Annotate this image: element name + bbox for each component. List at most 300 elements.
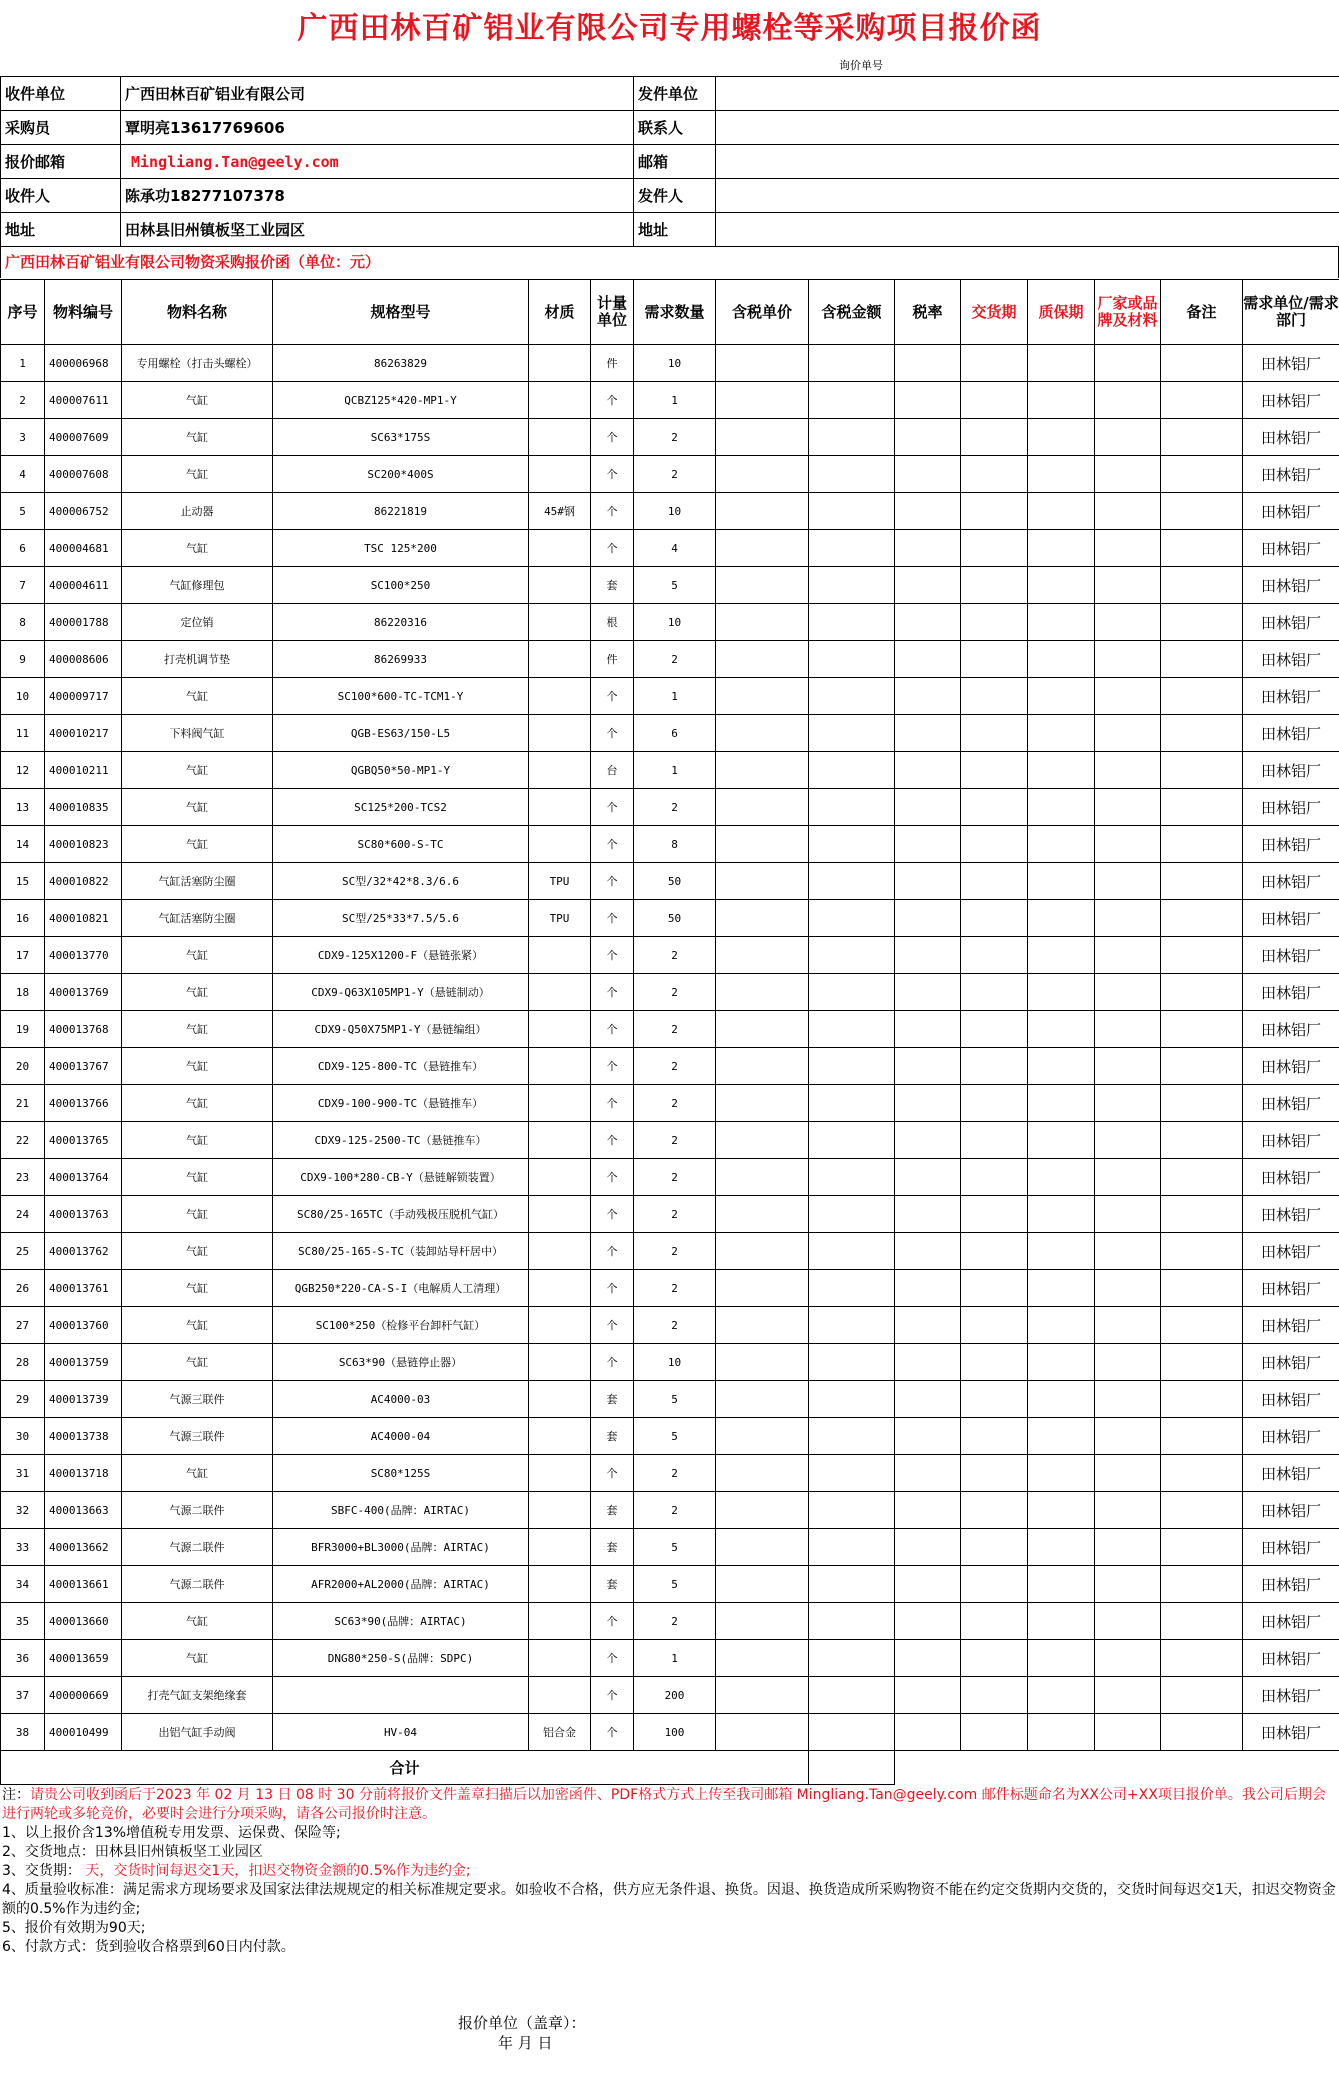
unit: 个 bbox=[591, 1270, 634, 1307]
empty-input-cell[interactable] bbox=[1161, 1566, 1243, 1603]
empty-input-cell[interactable] bbox=[1161, 1714, 1243, 1751]
empty-input-cell[interactable] bbox=[1028, 1714, 1095, 1751]
empty-input-cell[interactable] bbox=[1161, 900, 1243, 937]
empty-input-cell[interactable] bbox=[961, 1677, 1028, 1714]
empty-input-cell[interactable] bbox=[809, 1381, 895, 1418]
empty-input-cell[interactable] bbox=[716, 1714, 809, 1751]
empty-input-cell[interactable] bbox=[1095, 863, 1161, 900]
empty-input-cell[interactable] bbox=[1161, 1196, 1243, 1233]
empty-input-cell[interactable] bbox=[1028, 530, 1095, 567]
empty-input-cell[interactable] bbox=[716, 1455, 809, 1492]
empty-input-cell[interactable] bbox=[1161, 1085, 1243, 1122]
empty-input-cell[interactable] bbox=[1095, 641, 1161, 678]
empty-input-cell[interactable] bbox=[809, 641, 895, 678]
row-number: 5 bbox=[1, 493, 45, 530]
empty-input-cell[interactable] bbox=[895, 1529, 961, 1566]
empty-input-cell[interactable] bbox=[1028, 345, 1095, 382]
empty-input-cell[interactable] bbox=[1095, 1159, 1161, 1196]
empty-input-cell[interactable] bbox=[895, 493, 961, 530]
empty-input-cell[interactable] bbox=[809, 974, 895, 1011]
empty-input-cell[interactable] bbox=[1028, 1381, 1095, 1418]
empty-input-cell[interactable] bbox=[895, 863, 961, 900]
empty-input-cell[interactable] bbox=[895, 1048, 961, 1085]
empty-input-cell[interactable] bbox=[1028, 789, 1095, 826]
empty-input-cell[interactable] bbox=[1095, 752, 1161, 789]
empty-input-cell[interactable] bbox=[809, 1122, 895, 1159]
empty-input-cell[interactable] bbox=[1028, 1233, 1095, 1270]
empty-input-cell[interactable] bbox=[895, 1344, 961, 1381]
empty-input-cell[interactable] bbox=[809, 530, 895, 567]
empty-input-cell[interactable] bbox=[1095, 530, 1161, 567]
empty-input-cell[interactable] bbox=[809, 1640, 895, 1677]
empty-input-cell[interactable] bbox=[1028, 641, 1095, 678]
empty-input-cell[interactable] bbox=[809, 1270, 895, 1307]
row-number: 35 bbox=[1, 1603, 45, 1640]
empty-input-cell[interactable] bbox=[1095, 678, 1161, 715]
empty-input-cell[interactable] bbox=[1095, 715, 1161, 752]
email-value[interactable]: Mingliang.Tan@geely.com bbox=[121, 145, 634, 179]
empty-input-cell[interactable] bbox=[809, 1714, 895, 1751]
empty-input-cell[interactable] bbox=[895, 1566, 961, 1603]
empty-input-cell[interactable] bbox=[1161, 937, 1243, 974]
empty-input-cell[interactable] bbox=[809, 1307, 895, 1344]
empty-input-cell[interactable] bbox=[716, 715, 809, 752]
empty-input-cell[interactable] bbox=[895, 937, 961, 974]
empty-input-cell[interactable] bbox=[809, 1677, 895, 1714]
empty-input-cell[interactable] bbox=[1028, 1529, 1095, 1566]
empty-input-cell[interactable] bbox=[1028, 1270, 1095, 1307]
empty-input-cell[interactable] bbox=[1161, 1529, 1243, 1566]
mail-value[interactable] bbox=[716, 145, 1339, 179]
empty-input-cell[interactable] bbox=[895, 789, 961, 826]
empty-input-cell[interactable] bbox=[895, 1307, 961, 1344]
empty-input-cell[interactable] bbox=[895, 974, 961, 1011]
empty-input-cell[interactable] bbox=[1161, 1677, 1243, 1714]
empty-input-cell[interactable] bbox=[961, 1640, 1028, 1677]
empty-input-cell[interactable] bbox=[1161, 604, 1243, 641]
empty-input-cell[interactable] bbox=[716, 641, 809, 678]
address2-value[interactable] bbox=[716, 213, 1339, 247]
empty-input-cell[interactable] bbox=[1161, 1122, 1243, 1159]
spec-model: SC80/25-165TC（手动残极压脱机气缸） bbox=[273, 1196, 529, 1233]
empty-input-cell[interactable] bbox=[1095, 1566, 1161, 1603]
empty-input-cell[interactable] bbox=[895, 1418, 961, 1455]
empty-input-cell[interactable] bbox=[895, 1159, 961, 1196]
empty-input-cell[interactable] bbox=[716, 1529, 809, 1566]
empty-input-cell[interactable] bbox=[1161, 1640, 1243, 1677]
empty-input-cell[interactable] bbox=[1028, 1418, 1095, 1455]
empty-input-cell[interactable] bbox=[1095, 937, 1161, 974]
empty-input-cell[interactable] bbox=[716, 1640, 809, 1677]
empty-input-cell[interactable] bbox=[716, 1085, 809, 1122]
demand-dept: 田林铝厂 bbox=[1243, 530, 1339, 567]
empty-input-cell[interactable] bbox=[716, 1603, 809, 1640]
empty-input-cell[interactable] bbox=[1095, 604, 1161, 641]
empty-input-cell[interactable] bbox=[1161, 1344, 1243, 1381]
empty-input-cell[interactable] bbox=[1095, 419, 1161, 456]
empty-input-cell[interactable] bbox=[1161, 493, 1243, 530]
empty-input-cell[interactable] bbox=[1161, 1159, 1243, 1196]
empty-input-cell[interactable] bbox=[895, 345, 961, 382]
empty-input-cell[interactable] bbox=[716, 1492, 809, 1529]
empty-input-cell[interactable] bbox=[1095, 1196, 1161, 1233]
empty-input-cell[interactable] bbox=[961, 1196, 1028, 1233]
empty-input-cell[interactable] bbox=[809, 1566, 895, 1603]
empty-input-cell[interactable] bbox=[809, 1011, 895, 1048]
empty-input-cell[interactable] bbox=[1161, 1270, 1243, 1307]
empty-input-cell[interactable] bbox=[809, 1233, 895, 1270]
quantity: 2 bbox=[634, 1307, 716, 1344]
empty-input-cell[interactable] bbox=[1028, 1085, 1095, 1122]
empty-input-cell[interactable] bbox=[1095, 1418, 1161, 1455]
empty-input-cell[interactable] bbox=[1095, 1011, 1161, 1048]
empty-input-cell[interactable] bbox=[1095, 1270, 1161, 1307]
empty-input-cell[interactable] bbox=[1028, 382, 1095, 419]
empty-input-cell[interactable] bbox=[1028, 1492, 1095, 1529]
empty-input-cell[interactable] bbox=[1161, 345, 1243, 382]
empty-input-cell[interactable] bbox=[1095, 1122, 1161, 1159]
quantity: 5 bbox=[634, 1529, 716, 1566]
email-label: 报价邮箱 bbox=[1, 145, 121, 179]
empty-input-cell[interactable] bbox=[716, 974, 809, 1011]
empty-input-cell[interactable] bbox=[1161, 789, 1243, 826]
empty-input-cell[interactable] bbox=[1028, 1344, 1095, 1381]
empty-input-cell[interactable] bbox=[809, 863, 895, 900]
empty-input-cell[interactable] bbox=[1028, 1566, 1095, 1603]
empty-input-cell[interactable] bbox=[809, 678, 895, 715]
empty-input-cell[interactable] bbox=[895, 530, 961, 567]
empty-input-cell[interactable] bbox=[716, 826, 809, 863]
empty-input-cell[interactable] bbox=[1161, 1455, 1243, 1492]
empty-input-cell[interactable] bbox=[716, 1381, 809, 1418]
empty-input-cell[interactable] bbox=[1161, 1603, 1243, 1640]
receiver-unit-value[interactable]: 广西田林百矿铝业有限公司 bbox=[121, 77, 634, 111]
empty-input-cell[interactable] bbox=[895, 419, 961, 456]
empty-input-cell[interactable] bbox=[716, 604, 809, 641]
empty-input-cell[interactable] bbox=[1095, 493, 1161, 530]
empty-input-cell[interactable] bbox=[716, 1011, 809, 1048]
empty-input-cell[interactable] bbox=[1028, 1011, 1095, 1048]
empty-input-cell[interactable] bbox=[716, 678, 809, 715]
empty-input-cell[interactable] bbox=[1161, 641, 1243, 678]
empty-input-cell[interactable] bbox=[961, 789, 1028, 826]
empty-input-cell[interactable] bbox=[961, 641, 1028, 678]
header-cell: 计量单位 bbox=[591, 280, 634, 345]
empty-input-cell[interactable] bbox=[961, 1011, 1028, 1048]
empty-input-cell[interactable] bbox=[716, 567, 809, 604]
empty-input-cell[interactable] bbox=[1161, 1233, 1243, 1270]
empty-input-cell[interactable] bbox=[1095, 1714, 1161, 1751]
empty-input-cell[interactable] bbox=[809, 1492, 895, 1529]
empty-input-cell[interactable] bbox=[1095, 1381, 1161, 1418]
empty-input-cell[interactable] bbox=[961, 1603, 1028, 1640]
empty-input-cell[interactable] bbox=[895, 567, 961, 604]
empty-input-cell[interactable] bbox=[961, 345, 1028, 382]
empty-input-cell[interactable] bbox=[809, 493, 895, 530]
empty-input-cell[interactable] bbox=[895, 1011, 961, 1048]
empty-input-cell[interactable] bbox=[716, 752, 809, 789]
empty-input-cell[interactable] bbox=[1028, 419, 1095, 456]
empty-input-cell[interactable] bbox=[1161, 863, 1243, 900]
contact-value[interactable] bbox=[716, 111, 1339, 145]
empty-input-cell[interactable] bbox=[961, 1085, 1028, 1122]
empty-input-cell[interactable] bbox=[1028, 1159, 1095, 1196]
spec-model: SC型/32*42*8.3/6.6 bbox=[273, 863, 529, 900]
empty-input-cell[interactable] bbox=[895, 1603, 961, 1640]
demand-dept: 田林铝厂 bbox=[1243, 419, 1339, 456]
empty-input-cell[interactable] bbox=[716, 1196, 809, 1233]
empty-input-cell[interactable] bbox=[809, 567, 895, 604]
empty-input-cell[interactable] bbox=[1028, 1307, 1095, 1344]
empty-input-cell[interactable] bbox=[809, 1455, 895, 1492]
empty-input-cell[interactable] bbox=[809, 1196, 895, 1233]
empty-input-cell[interactable] bbox=[1095, 1048, 1161, 1085]
empty-input-cell[interactable] bbox=[1095, 1307, 1161, 1344]
empty-input-cell[interactable] bbox=[716, 1233, 809, 1270]
empty-input-cell[interactable] bbox=[716, 1159, 809, 1196]
empty-input-cell[interactable] bbox=[716, 493, 809, 530]
empty-input-cell[interactable] bbox=[1095, 1677, 1161, 1714]
empty-input-cell[interactable] bbox=[809, 345, 895, 382]
empty-input-cell[interactable] bbox=[1161, 382, 1243, 419]
empty-input-cell[interactable] bbox=[716, 1307, 809, 1344]
empty-input-cell[interactable] bbox=[1161, 530, 1243, 567]
empty-input-cell[interactable] bbox=[895, 1085, 961, 1122]
empty-input-cell[interactable] bbox=[1095, 1640, 1161, 1677]
empty-input-cell[interactable] bbox=[895, 1270, 961, 1307]
empty-input-cell[interactable] bbox=[1161, 1492, 1243, 1529]
empty-input-cell[interactable] bbox=[961, 1307, 1028, 1344]
table-row bbox=[1, 715, 1339, 752]
spec-model: TSC 125*200 bbox=[273, 530, 529, 567]
empty-input-cell[interactable] bbox=[961, 1381, 1028, 1418]
empty-input-cell[interactable] bbox=[961, 1344, 1028, 1381]
empty-input-cell[interactable] bbox=[961, 715, 1028, 752]
header-cell: 材质 bbox=[529, 280, 591, 345]
empty-input-cell[interactable] bbox=[716, 530, 809, 567]
empty-input-cell[interactable] bbox=[1028, 826, 1095, 863]
empty-input-cell[interactable] bbox=[895, 678, 961, 715]
empty-input-cell[interactable] bbox=[961, 900, 1028, 937]
demand-dept: 田林铝厂 bbox=[1243, 715, 1339, 752]
empty-input-cell[interactable] bbox=[895, 715, 961, 752]
empty-input-cell[interactable] bbox=[1095, 1529, 1161, 1566]
empty-input-cell[interactable] bbox=[1028, 1122, 1095, 1159]
empty-input-cell[interactable] bbox=[1161, 974, 1243, 1011]
spec-model: SC63*90(品牌：AIRTAC) bbox=[273, 1603, 529, 1640]
empty-input-cell[interactable] bbox=[1161, 1011, 1243, 1048]
empty-input-cell[interactable] bbox=[895, 1455, 961, 1492]
empty-input-cell[interactable] bbox=[1095, 1603, 1161, 1640]
empty-input-cell[interactable] bbox=[1095, 1492, 1161, 1529]
empty-input-cell[interactable] bbox=[895, 1233, 961, 1270]
empty-input-cell[interactable] bbox=[1028, 715, 1095, 752]
empty-input-cell[interactable] bbox=[961, 826, 1028, 863]
empty-input-cell[interactable] bbox=[1028, 493, 1095, 530]
empty-input-cell[interactable] bbox=[809, 1344, 895, 1381]
empty-input-cell[interactable] bbox=[1161, 456, 1243, 493]
empty-input-cell[interactable] bbox=[809, 1048, 895, 1085]
empty-input-cell[interactable] bbox=[961, 1418, 1028, 1455]
empty-input-cell[interactable] bbox=[1161, 567, 1243, 604]
empty-input-cell[interactable] bbox=[809, 419, 895, 456]
empty-input-cell[interactable] bbox=[1028, 604, 1095, 641]
empty-input-cell[interactable] bbox=[961, 1270, 1028, 1307]
quantity: 1 bbox=[634, 382, 716, 419]
empty-input-cell[interactable] bbox=[1028, 1640, 1095, 1677]
empty-input-cell[interactable] bbox=[1095, 1085, 1161, 1122]
empty-input-cell[interactable] bbox=[961, 1714, 1028, 1751]
empty-input-cell[interactable] bbox=[895, 1640, 961, 1677]
empty-input-cell[interactable] bbox=[1095, 974, 1161, 1011]
empty-input-cell[interactable] bbox=[895, 1714, 961, 1751]
empty-input-cell[interactable] bbox=[1161, 1418, 1243, 1455]
empty-input-cell[interactable] bbox=[1028, 752, 1095, 789]
empty-input-cell[interactable] bbox=[895, 456, 961, 493]
empty-input-cell[interactable] bbox=[1028, 456, 1095, 493]
empty-input-cell[interactable] bbox=[1161, 1048, 1243, 1085]
empty-input-cell[interactable] bbox=[809, 382, 895, 419]
empty-input-cell[interactable] bbox=[961, 1455, 1028, 1492]
empty-input-cell[interactable] bbox=[716, 1677, 809, 1714]
empty-input-cell[interactable] bbox=[1161, 419, 1243, 456]
empty-input-cell[interactable] bbox=[1028, 678, 1095, 715]
empty-input-cell[interactable] bbox=[961, 678, 1028, 715]
empty-input-cell[interactable] bbox=[1161, 1381, 1243, 1418]
empty-input-cell[interactable] bbox=[961, 1159, 1028, 1196]
empty-input-cell[interactable] bbox=[716, 1122, 809, 1159]
empty-input-cell[interactable] bbox=[1028, 567, 1095, 604]
empty-input-cell[interactable] bbox=[961, 1529, 1028, 1566]
address-value[interactable]: 田林县旧州镇板坚工业园区 bbox=[121, 213, 634, 247]
empty-input-cell[interactable] bbox=[1095, 345, 1161, 382]
buyer-value[interactable]: 覃明亮13617769606 bbox=[121, 111, 634, 145]
empty-input-cell[interactable] bbox=[895, 1381, 961, 1418]
empty-input-cell[interactable] bbox=[1161, 752, 1243, 789]
empty-input-cell[interactable] bbox=[895, 604, 961, 641]
empty-input-cell[interactable] bbox=[961, 382, 1028, 419]
empty-input-cell[interactable] bbox=[1028, 1677, 1095, 1714]
empty-input-cell[interactable] bbox=[1095, 1344, 1161, 1381]
empty-input-cell[interactable] bbox=[961, 530, 1028, 567]
empty-input-cell[interactable] bbox=[809, 715, 895, 752]
empty-input-cell[interactable] bbox=[809, 1159, 895, 1196]
empty-input-cell[interactable] bbox=[716, 789, 809, 826]
empty-input-cell[interactable] bbox=[716, 900, 809, 937]
empty-input-cell[interactable] bbox=[716, 456, 809, 493]
empty-input-cell[interactable] bbox=[1028, 1048, 1095, 1085]
empty-input-cell[interactable] bbox=[716, 1418, 809, 1455]
empty-input-cell[interactable] bbox=[1028, 900, 1095, 937]
empty-input-cell[interactable] bbox=[1095, 789, 1161, 826]
empty-input-cell[interactable] bbox=[961, 1233, 1028, 1270]
empty-input-cell[interactable] bbox=[895, 1677, 961, 1714]
empty-input-cell[interactable] bbox=[895, 1122, 961, 1159]
recipient-value[interactable]: 陈承功18277107378 bbox=[121, 179, 634, 213]
material: 铝合金 bbox=[529, 1714, 591, 1751]
sender-value[interactable] bbox=[716, 179, 1339, 213]
empty-input-cell[interactable] bbox=[961, 456, 1028, 493]
empty-input-cell[interactable] bbox=[716, 382, 809, 419]
quantity: 2 bbox=[634, 1011, 716, 1048]
empty-input-cell[interactable] bbox=[895, 1492, 961, 1529]
empty-input-cell[interactable] bbox=[961, 1492, 1028, 1529]
empty-input-cell[interactable] bbox=[809, 752, 895, 789]
empty-input-cell[interactable] bbox=[716, 1566, 809, 1603]
unit: 个 bbox=[591, 863, 634, 900]
sender-unit-value[interactable] bbox=[716, 77, 1339, 111]
empty-input-cell[interactable] bbox=[1095, 456, 1161, 493]
demand-dept: 田林铝厂 bbox=[1243, 1455, 1339, 1492]
empty-input-cell[interactable] bbox=[895, 752, 961, 789]
empty-input-cell[interactable] bbox=[961, 1048, 1028, 1085]
empty-input-cell[interactable] bbox=[716, 419, 809, 456]
total-amount[interactable] bbox=[809, 1751, 895, 1785]
table-row bbox=[1, 1455, 1339, 1492]
empty-input-cell[interactable] bbox=[716, 1270, 809, 1307]
empty-input-cell[interactable] bbox=[809, 826, 895, 863]
empty-input-cell[interactable] bbox=[1161, 715, 1243, 752]
empty-input-cell[interactable] bbox=[1028, 1455, 1095, 1492]
empty-input-cell[interactable] bbox=[961, 1122, 1028, 1159]
empty-input-cell[interactable] bbox=[809, 456, 895, 493]
sender-unit-label: 发件单位 bbox=[634, 77, 716, 111]
empty-input-cell[interactable] bbox=[716, 1048, 809, 1085]
empty-input-cell[interactable] bbox=[716, 345, 809, 382]
empty-input-cell[interactable] bbox=[895, 382, 961, 419]
empty-input-cell[interactable] bbox=[1161, 1307, 1243, 1344]
empty-input-cell[interactable] bbox=[1161, 678, 1243, 715]
empty-input-cell[interactable] bbox=[809, 900, 895, 937]
empty-input-cell[interactable] bbox=[961, 567, 1028, 604]
empty-input-cell[interactable] bbox=[1095, 900, 1161, 937]
empty-input-cell[interactable] bbox=[809, 604, 895, 641]
empty-input-cell[interactable] bbox=[961, 604, 1028, 641]
empty-input-cell[interactable] bbox=[961, 937, 1028, 974]
empty-input-cell[interactable] bbox=[809, 789, 895, 826]
empty-input-cell[interactable] bbox=[1095, 1455, 1161, 1492]
empty-input-cell[interactable] bbox=[1028, 974, 1095, 1011]
empty-input-cell[interactable] bbox=[1161, 826, 1243, 863]
empty-input-cell[interactable] bbox=[716, 863, 809, 900]
empty-input-cell[interactable] bbox=[895, 1196, 961, 1233]
empty-input-cell[interactable] bbox=[895, 641, 961, 678]
empty-input-cell[interactable] bbox=[1028, 863, 1095, 900]
empty-input-cell[interactable] bbox=[961, 1566, 1028, 1603]
empty-input-cell[interactable] bbox=[1028, 1603, 1095, 1640]
empty-input-cell[interactable] bbox=[809, 937, 895, 974]
empty-input-cell[interactable] bbox=[809, 1529, 895, 1566]
empty-input-cell[interactable] bbox=[961, 863, 1028, 900]
empty-input-cell[interactable] bbox=[1028, 937, 1095, 974]
empty-input-cell[interactable] bbox=[1095, 826, 1161, 863]
empty-input-cell[interactable] bbox=[961, 419, 1028, 456]
empty-input-cell[interactable] bbox=[809, 1418, 895, 1455]
empty-input-cell[interactable] bbox=[895, 900, 961, 937]
empty-input-cell[interactable] bbox=[1095, 382, 1161, 419]
empty-input-cell[interactable] bbox=[809, 1085, 895, 1122]
empty-input-cell[interactable] bbox=[1028, 1196, 1095, 1233]
empty-input-cell[interactable] bbox=[716, 937, 809, 974]
empty-input-cell[interactable] bbox=[961, 493, 1028, 530]
empty-input-cell[interactable] bbox=[716, 1344, 809, 1381]
empty-input-cell[interactable] bbox=[1095, 567, 1161, 604]
empty-input-cell[interactable] bbox=[961, 974, 1028, 1011]
empty-input-cell[interactable] bbox=[961, 752, 1028, 789]
empty-input-cell[interactable] bbox=[895, 826, 961, 863]
empty-input-cell[interactable] bbox=[809, 1603, 895, 1640]
empty-input-cell[interactable] bbox=[1095, 1233, 1161, 1270]
